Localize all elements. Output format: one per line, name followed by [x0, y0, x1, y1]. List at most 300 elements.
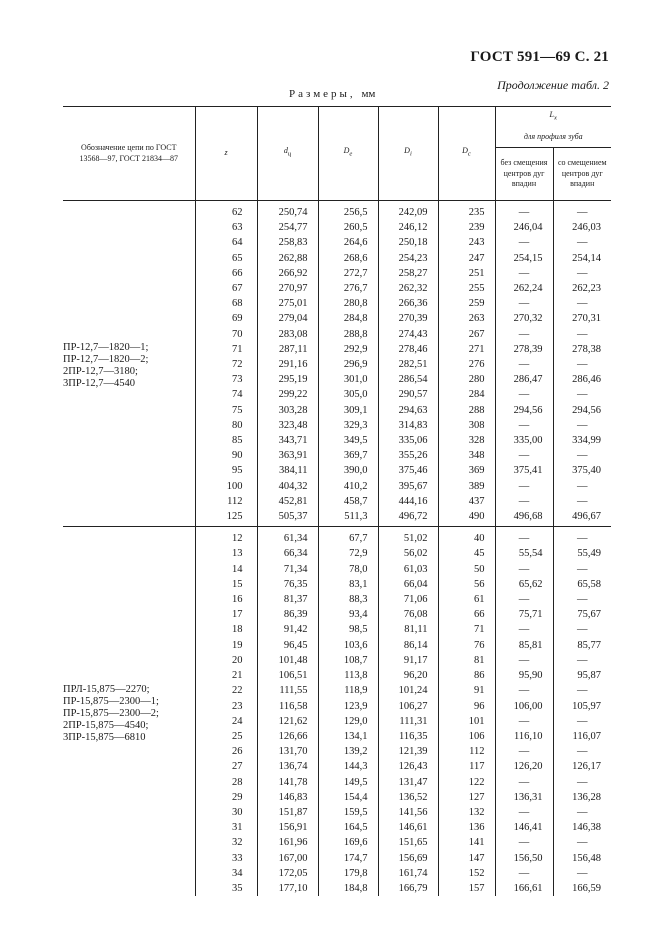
Lx-no-offset-cell: — — [495, 653, 553, 668]
Dc-cell: 490 — [438, 509, 495, 527]
Lx-with-offset-cell: 85,77 — [553, 638, 611, 653]
Di-cell: 96,20 — [378, 668, 438, 683]
z-cell: 31 — [195, 820, 257, 835]
De-cell: 329,3 — [318, 418, 378, 433]
Lx-with-offset-cell: — — [553, 479, 611, 494]
De-cell: 67,7 — [318, 527, 378, 547]
Lx-no-offset-cell: 294,56 — [495, 403, 553, 418]
Dc-cell: 106 — [438, 729, 495, 744]
Dc-cell: 101 — [438, 714, 495, 729]
De-cell: 369,7 — [318, 448, 378, 463]
d-cell: 106,51 — [257, 668, 318, 683]
d-cell: 279,04 — [257, 311, 318, 326]
Dc-cell: 76 — [438, 638, 495, 653]
z-cell: 85 — [195, 433, 257, 448]
d-cell: 262,88 — [257, 251, 318, 266]
Di-cell: 282,51 — [378, 357, 438, 372]
Di-cell: 290,57 — [378, 387, 438, 402]
z-cell: 62 — [195, 201, 257, 221]
Lx-with-offset-cell: 262,23 — [553, 281, 611, 296]
z-cell: 80 — [195, 418, 257, 433]
Lx-no-offset-cell: 106,00 — [495, 699, 553, 714]
Dc-cell: 259 — [438, 296, 495, 311]
Di-cell: 166,79 — [378, 881, 438, 896]
Lx-with-offset-cell: — — [553, 714, 611, 729]
De-cell: 292,9 — [318, 342, 378, 357]
Dc-cell: 288 — [438, 403, 495, 418]
Dc-cell: 136 — [438, 820, 495, 835]
Lx-no-offset-cell: 65,62 — [495, 577, 553, 592]
Lx-with-offset-cell: 65,58 — [553, 577, 611, 592]
De-cell: 256,5 — [318, 201, 378, 221]
z-cell: 24 — [195, 714, 257, 729]
Dc-cell: 50 — [438, 562, 495, 577]
d-cell: 303,28 — [257, 403, 318, 418]
z-cell: 12 — [195, 527, 257, 547]
Lx-no-offset-cell: 126,20 — [495, 759, 553, 774]
chain-group-15-875 — [63, 527, 611, 896]
Lx-no-offset-cell: — — [495, 296, 553, 311]
De-cell: 284,8 — [318, 311, 378, 326]
d-cell: 156,91 — [257, 820, 318, 835]
d-cell: 323,48 — [257, 418, 318, 433]
page-title: ГОСТ 591—69 С. 21 — [470, 49, 609, 65]
Di-cell: 335,06 — [378, 433, 438, 448]
z-cell: 13 — [195, 546, 257, 561]
d-cell: 295,19 — [257, 372, 318, 387]
z-cell: 21 — [195, 668, 257, 683]
z-cell: 15 — [195, 577, 257, 592]
Lx-with-offset-cell: — — [553, 418, 611, 433]
De-cell: 144,3 — [318, 759, 378, 774]
header-Lx: $L_x$ — [495, 107, 611, 128]
z-cell: 66 — [195, 266, 257, 281]
Di-cell: 76,08 — [378, 607, 438, 622]
Di-cell: 444,16 — [378, 494, 438, 509]
Di-cell: 254,23 — [378, 251, 438, 266]
Lx-no-offset-cell: 95,90 — [495, 668, 553, 683]
d-cell: 121,62 — [257, 714, 318, 729]
Di-cell: 294,63 — [378, 403, 438, 418]
Lx-with-offset-cell: — — [553, 775, 611, 790]
Dc-cell: 56 — [438, 577, 495, 592]
Di-cell: 355,26 — [378, 448, 438, 463]
d-cell: 71,34 — [257, 562, 318, 577]
d-cell: 258,83 — [257, 235, 318, 250]
Dc-cell: 152 — [438, 866, 495, 881]
d-cell: 136,74 — [257, 759, 318, 774]
De-cell: 169,6 — [318, 835, 378, 850]
d-cell: 96,45 — [257, 638, 318, 653]
d-cell: 275,01 — [257, 296, 318, 311]
d-cell: 146,83 — [257, 790, 318, 805]
z-cell: 14 — [195, 562, 257, 577]
Lx-no-offset-cell: 156,50 — [495, 851, 553, 866]
De-cell: 179,8 — [318, 866, 378, 881]
Di-cell: 111,31 — [378, 714, 438, 729]
Lx-with-offset-cell: — — [553, 266, 611, 281]
Lx-no-offset-cell: — — [495, 327, 553, 342]
De-cell: 276,7 — [318, 281, 378, 296]
Di-cell: 278,46 — [378, 342, 438, 357]
Lx-with-offset-cell: — — [553, 683, 611, 698]
sizes-label: Размеры, — [289, 88, 356, 100]
Lx-no-offset-cell: 146,41 — [495, 820, 553, 835]
z-cell: 63 — [195, 220, 257, 235]
Dc-cell: 61 — [438, 592, 495, 607]
d-cell: 111,55 — [257, 683, 318, 698]
Lx-no-offset-cell: 85,81 — [495, 638, 553, 653]
Di-cell: 250,18 — [378, 235, 438, 250]
d-cell: 91,42 — [257, 622, 318, 637]
chain-designations: ПР-12,7—1820—1; ПР-12,7—1820—2; 2ПР-12,7—3180; 3ПР-12,7—4540 — [63, 341, 149, 389]
Di-cell: 286,54 — [378, 372, 438, 387]
Di-cell: 81,11 — [378, 622, 438, 637]
Lx-with-offset-cell: 116,07 — [553, 729, 611, 744]
Dc-cell: 40 — [438, 527, 495, 547]
Lx-with-offset-cell: 246,03 — [553, 220, 611, 235]
Lx-no-offset-cell: 136,31 — [495, 790, 553, 805]
Dc-cell: 127 — [438, 790, 495, 805]
z-cell: 64 — [195, 235, 257, 250]
Lx-with-offset-cell: 334,99 — [553, 433, 611, 448]
Lx-with-offset-cell: — — [553, 494, 611, 509]
chain-group-12-7 — [63, 201, 611, 527]
Lx-no-offset-cell: 246,04 — [495, 220, 553, 235]
Dc-cell: 117 — [438, 759, 495, 774]
table-continuation-label: Продолжение табл. 2 — [497, 78, 609, 92]
De-cell: 118,9 — [318, 683, 378, 698]
header-De: $D_e$ — [318, 107, 378, 201]
Di-cell: 126,43 — [378, 759, 438, 774]
d-cell: 101,48 — [257, 653, 318, 668]
Lx-with-offset-cell: — — [553, 296, 611, 311]
Di-cell: 51,02 — [378, 527, 438, 547]
Dc-cell: 271 — [438, 342, 495, 357]
Lx-with-offset-cell: — — [553, 835, 611, 850]
Lx-with-offset-cell: — — [553, 805, 611, 820]
De-cell: 134,1 — [318, 729, 378, 744]
d-cell: 126,66 — [257, 729, 318, 744]
z-cell: 74 — [195, 387, 257, 402]
Lx-with-offset-cell: 286,46 — [553, 372, 611, 387]
sizes-unit: мм — [361, 88, 376, 100]
De-cell: 272,7 — [318, 266, 378, 281]
Lx-no-offset-cell: — — [495, 744, 553, 759]
Lx-no-offset-cell: 335,00 — [495, 433, 553, 448]
z-cell: 26 — [195, 744, 257, 759]
Lx-no-offset-cell: 166,61 — [495, 881, 553, 896]
z-cell: 29 — [195, 790, 257, 805]
Di-cell: 246,12 — [378, 220, 438, 235]
Lx-no-offset-cell: — — [495, 622, 553, 637]
Lx-with-offset-cell: 126,17 — [553, 759, 611, 774]
Lx-with-offset-cell: 105,97 — [553, 699, 611, 714]
De-cell: 123,9 — [318, 699, 378, 714]
z-cell: 100 — [195, 479, 257, 494]
De-cell: 296,9 — [318, 357, 378, 372]
Lx-no-offset-cell: — — [495, 683, 553, 698]
Lx-no-offset-cell: — — [495, 479, 553, 494]
Dc-cell: 251 — [438, 266, 495, 281]
Lx-no-offset-cell: — — [495, 266, 553, 281]
Lx-with-offset-cell: — — [553, 235, 611, 250]
Lx-with-offset-cell: 166,59 — [553, 881, 611, 896]
De-cell: 301,0 — [318, 372, 378, 387]
Dc-cell: 91 — [438, 683, 495, 698]
d-cell: 270,97 — [257, 281, 318, 296]
Di-cell: 116,35 — [378, 729, 438, 744]
Lx-with-offset-cell: 270,31 — [553, 311, 611, 326]
z-cell: 125 — [195, 509, 257, 527]
Lx-with-offset-cell: 254,14 — [553, 251, 611, 266]
z-cell: 33 — [195, 851, 257, 866]
Lx-no-offset-cell: — — [495, 494, 553, 509]
Di-cell: 141,56 — [378, 805, 438, 820]
De-cell: 98,5 — [318, 622, 378, 637]
d-cell: 287,11 — [257, 342, 318, 357]
Lx-with-offset-cell: 294,56 — [553, 403, 611, 418]
De-cell: 511,3 — [318, 509, 378, 527]
d-cell: 283,08 — [257, 327, 318, 342]
header-Dc: $D_c$ — [438, 107, 495, 201]
De-cell: 88,3 — [318, 592, 378, 607]
header-no-offset: без смещения центров дуг впадин — [495, 148, 553, 201]
Di-cell: 314,83 — [378, 418, 438, 433]
Lx-no-offset-cell: 375,41 — [495, 463, 553, 478]
Dc-cell: 255 — [438, 281, 495, 296]
Dc-cell: 66 — [438, 607, 495, 622]
Di-cell: 156,69 — [378, 851, 438, 866]
z-cell: 68 — [195, 296, 257, 311]
Dc-cell: 437 — [438, 494, 495, 509]
d-cell: 172,05 — [257, 866, 318, 881]
d-cell: 86,39 — [257, 607, 318, 622]
De-cell: 184,8 — [318, 881, 378, 896]
Di-cell: 136,52 — [378, 790, 438, 805]
z-cell: 19 — [195, 638, 257, 653]
table-row — [63, 201, 611, 221]
d-cell: 363,91 — [257, 448, 318, 463]
d-cell: 141,78 — [257, 775, 318, 790]
Di-cell: 131,47 — [378, 775, 438, 790]
Di-cell: 66,04 — [378, 577, 438, 592]
header-designation: Обозначение цепи по ГОСТ 13568—97, ГОСТ 21834—87 — [63, 107, 195, 201]
d-cell: 384,11 — [257, 463, 318, 478]
De-cell: 260,5 — [318, 220, 378, 235]
Di-cell: 121,39 — [378, 744, 438, 759]
z-cell: 28 — [195, 775, 257, 790]
Lx-no-offset-cell: — — [495, 418, 553, 433]
Lx-with-offset-cell: — — [553, 448, 611, 463]
Lx-no-offset-cell: 270,32 — [495, 311, 553, 326]
Dc-cell: 71 — [438, 622, 495, 637]
z-cell: 67 — [195, 281, 257, 296]
Di-cell: 106,27 — [378, 699, 438, 714]
Di-cell: 61,03 — [378, 562, 438, 577]
Di-cell: 91,17 — [378, 653, 438, 668]
d-cell: 299,22 — [257, 387, 318, 402]
Lx-with-offset-cell: — — [553, 357, 611, 372]
z-cell: 23 — [195, 699, 257, 714]
Lx-with-offset-cell: 146,38 — [553, 820, 611, 835]
Lx-no-offset-cell: — — [495, 201, 553, 221]
Lx-with-offset-cell: — — [553, 527, 611, 547]
z-cell: 65 — [195, 251, 257, 266]
Dc-cell: 141 — [438, 835, 495, 850]
Lx-no-offset-cell: — — [495, 448, 553, 463]
d-cell: 291,16 — [257, 357, 318, 372]
Di-cell: 151,65 — [378, 835, 438, 850]
Lx-with-offset-cell: — — [553, 744, 611, 759]
d-cell: 161,96 — [257, 835, 318, 850]
Dc-cell: 369 — [438, 463, 495, 478]
d-cell: 167,00 — [257, 851, 318, 866]
Lx-no-offset-cell: — — [495, 387, 553, 402]
Dc-cell: 276 — [438, 357, 495, 372]
Dc-cell: 112 — [438, 744, 495, 759]
Lx-with-offset-cell: 55,49 — [553, 546, 611, 561]
Lx-with-offset-cell: — — [553, 387, 611, 402]
Dc-cell: 284 — [438, 387, 495, 402]
z-cell: 16 — [195, 592, 257, 607]
Lx-no-offset-cell: 278,39 — [495, 342, 553, 357]
d-cell: 404,32 — [257, 479, 318, 494]
z-cell: 95 — [195, 463, 257, 478]
De-cell: 174,7 — [318, 851, 378, 866]
De-cell: 280,8 — [318, 296, 378, 311]
Lx-no-offset-cell: — — [495, 866, 553, 881]
z-cell: 34 — [195, 866, 257, 881]
De-cell: 349,5 — [318, 433, 378, 448]
Dc-cell: 389 — [438, 479, 495, 494]
z-cell: 69 — [195, 311, 257, 326]
Lx-with-offset-cell: — — [553, 866, 611, 881]
d-cell: 81,37 — [257, 592, 318, 607]
header-z: z — [195, 107, 257, 201]
d-cell: 76,35 — [257, 577, 318, 592]
z-cell: 20 — [195, 653, 257, 668]
De-cell: 83,1 — [318, 577, 378, 592]
z-cell: 18 — [195, 622, 257, 637]
De-cell: 149,5 — [318, 775, 378, 790]
De-cell: 458,7 — [318, 494, 378, 509]
Lx-no-offset-cell: — — [495, 357, 553, 372]
Di-cell: 274,43 — [378, 327, 438, 342]
header-d: $d_ц$ — [257, 107, 318, 201]
Dc-cell: 267 — [438, 327, 495, 342]
Dc-cell: 132 — [438, 805, 495, 820]
De-cell: 159,5 — [318, 805, 378, 820]
z-cell: 73 — [195, 372, 257, 387]
Dc-cell: 308 — [438, 418, 495, 433]
De-cell: 268,6 — [318, 251, 378, 266]
Lx-with-offset-cell: 278,38 — [553, 342, 611, 357]
z-cell: 71 — [195, 342, 257, 357]
d-cell: 343,71 — [257, 433, 318, 448]
Di-cell: 101,24 — [378, 683, 438, 698]
Lx-no-offset-cell: — — [495, 805, 553, 820]
Di-cell: 262,32 — [378, 281, 438, 296]
z-cell: 17 — [195, 607, 257, 622]
De-cell: 309,1 — [318, 403, 378, 418]
Lx-with-offset-cell: — — [553, 327, 611, 342]
Di-cell: 395,67 — [378, 479, 438, 494]
Lx-no-offset-cell: — — [495, 562, 553, 577]
Di-cell: 146,61 — [378, 820, 438, 835]
Dc-cell: 243 — [438, 235, 495, 250]
Dc-cell: 280 — [438, 372, 495, 387]
d-cell: 177,10 — [257, 881, 318, 896]
z-cell: 30 — [195, 805, 257, 820]
d-cell: 66,34 — [257, 546, 318, 561]
Dc-cell: 235 — [438, 201, 495, 221]
d-cell: 505,37 — [257, 509, 318, 527]
Lx-with-offset-cell: 156,48 — [553, 851, 611, 866]
sprocket-dimensions-table — [63, 106, 611, 896]
Lx-with-offset-cell: 136,28 — [553, 790, 611, 805]
Lx-no-offset-cell: 116,10 — [495, 729, 553, 744]
Dc-cell: 96 — [438, 699, 495, 714]
Lx-with-offset-cell: — — [553, 622, 611, 637]
Di-cell: 71,06 — [378, 592, 438, 607]
Di-cell: 161,74 — [378, 866, 438, 881]
De-cell: 108,7 — [318, 653, 378, 668]
De-cell: 103,6 — [318, 638, 378, 653]
z-cell: 27 — [195, 759, 257, 774]
Di-cell: 270,39 — [378, 311, 438, 326]
d-cell: 61,34 — [257, 527, 318, 547]
d-cell: 254,77 — [257, 220, 318, 235]
z-cell: 90 — [195, 448, 257, 463]
Dc-cell: 86 — [438, 668, 495, 683]
table-row — [63, 527, 611, 547]
Di-cell: 56,02 — [378, 546, 438, 561]
Dc-cell: 81 — [438, 653, 495, 668]
De-cell: 410,2 — [318, 479, 378, 494]
z-cell: 32 — [195, 835, 257, 850]
Dc-cell: 239 — [438, 220, 495, 235]
Di-cell: 86,14 — [378, 638, 438, 653]
De-cell: 113,8 — [318, 668, 378, 683]
z-cell: 35 — [195, 881, 257, 896]
header-profile: для профиля зуба — [495, 127, 611, 148]
Lx-with-offset-cell: 75,67 — [553, 607, 611, 622]
Dc-cell: 45 — [438, 546, 495, 561]
Lx-with-offset-cell: — — [553, 201, 611, 221]
chain-designations: ПРЛ-15,875—2270; ПР-15,875—2300—1; ПР-15,875—2300—2; 2ПР-15,875—4540; 3ПР-15,875—6810 — [63, 683, 159, 743]
De-cell: 78,0 — [318, 562, 378, 577]
Lx-no-offset-cell: — — [495, 714, 553, 729]
z-cell: 72 — [195, 357, 257, 372]
Dc-cell: 147 — [438, 851, 495, 866]
De-cell: 288,8 — [318, 327, 378, 342]
Lx-no-offset-cell: — — [495, 835, 553, 850]
z-cell: 70 — [195, 327, 257, 342]
Lx-no-offset-cell: — — [495, 775, 553, 790]
z-cell: 112 — [195, 494, 257, 509]
Lx-with-offset-cell: 95,87 — [553, 668, 611, 683]
Lx-no-offset-cell: — — [495, 527, 553, 547]
d-cell: 250,74 — [257, 201, 318, 221]
Dc-cell: 263 — [438, 311, 495, 326]
Lx-no-offset-cell: 75,71 — [495, 607, 553, 622]
Lx-no-offset-cell: 254,15 — [495, 251, 553, 266]
Di-cell: 375,46 — [378, 463, 438, 478]
De-cell: 164,5 — [318, 820, 378, 835]
De-cell: 154,4 — [318, 790, 378, 805]
Dc-cell: 157 — [438, 881, 495, 896]
